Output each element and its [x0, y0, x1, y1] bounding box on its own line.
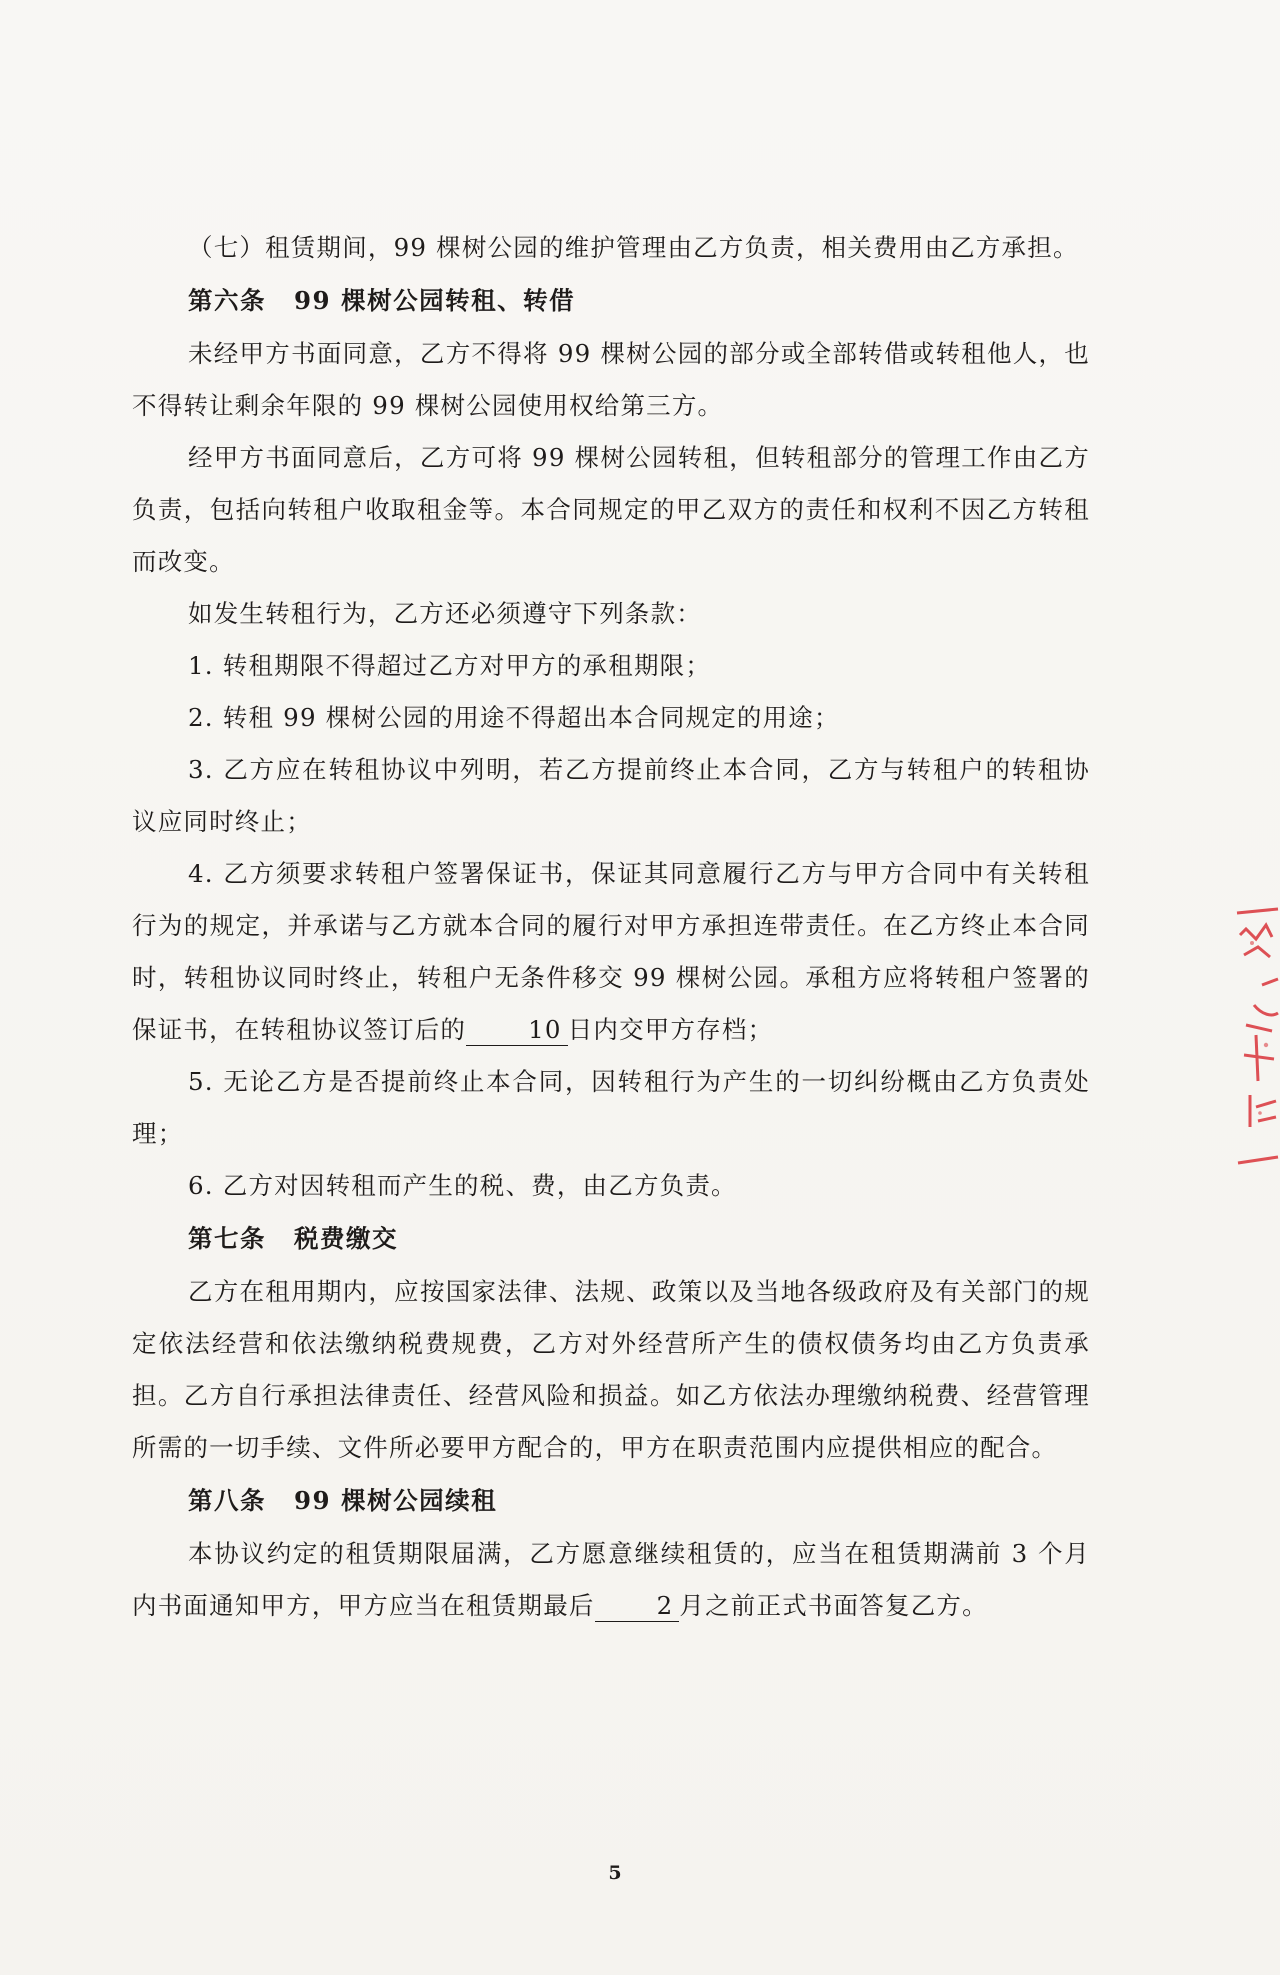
article-number: 第六条 — [188, 286, 266, 315]
body-paragraph: 2. 转租 99 棵树公园的用途不得超出本合同规定的用途； — [188, 703, 840, 732]
body-paragraph: （七）租赁期间，99 棵树公园的维护管理由乙方负责，相关费用由乙方承担。 — [188, 233, 1079, 262]
red-seal-stamp-partial — [1232, 895, 1280, 1185]
article-heading — [132, 1212, 1090, 1266]
fill-in-blank-value: 2 — [595, 1591, 680, 1622]
page-number: 5 — [608, 1862, 622, 1884]
body-paragraph: 3. 乙方应在转租协议中列明，若乙方提前终止本合同，乙方与转租户的转租协议应同时终止； — [132, 755, 1090, 836]
article-number: 第八条 — [188, 1486, 266, 1515]
body-paragraph: 如发生转租行为，乙方还必须遵守下列条款： — [188, 599, 702, 628]
paragraph-text: 本协议约定的租赁期限届满，乙方愿意继续租赁的，应当在租赁期满前 3 个月内书面通知甲方，甲方应当在租赁期最后 — [132, 1539, 1090, 1620]
body-paragraph: 5. 无论乙方是否提前终止本合同，因转租行为产生的一切纠纷概由乙方负责处理； — [132, 1067, 1090, 1148]
article-heading — [132, 1474, 1090, 1528]
paragraph-text: 日内交甲方存档； — [567, 1015, 774, 1044]
article-title: 税费缴交 — [294, 1224, 398, 1253]
body-paragraph: 1. 转租期限不得超过乙方对甲方的承租期限； — [188, 651, 712, 680]
body-paragraph: 未经甲方书面同意，乙方不得将 99 棵树公园的部分或全部转借或转租他人，也不得转让剩余年限的 99 棵树公园使用权给第三方。 — [132, 339, 1090, 420]
renewal-paragraph — [132, 1528, 1090, 1632]
body-paragraph: 乙方在租用期内，应按国家法律、法规、政策以及当地各级政府及有关部门的规定依法经营和依法缴纳税费规费，乙方对外经营所产生的债权债务均由乙方负责承担。乙方自行承担法律责任、经营风险和损益。如乙方依法办理缴纳税费、经营管理所需的一切手续、文件所必要甲方配合的，甲方在职责范围内应提供相应的配合。 — [132, 1277, 1090, 1462]
fill-in-blank-value: 10 — [466, 1015, 568, 1046]
article-title: 99 棵树公园续租 — [294, 1486, 498, 1515]
clause-4-paragraph — [132, 848, 1090, 1056]
paragraph-text: 月之前正式书面答复乙方。 — [679, 1591, 988, 1620]
paragraph-text: 4. 乙方须要求转租户签署保证书，保证其同意履行乙方与甲方合同中有关转租行为的规定，并承诺与乙方就本合同的履行对甲方承担连带责任。在乙方终止本合同时，转租协议同时终止，转租户无条件移交 99 棵树公园。承租方应将转租户签署的保证书，在转租协议签订后的 — [132, 859, 1090, 1044]
article-heading — [132, 274, 1090, 328]
article-title: 99 棵树公园转租、转借 — [294, 286, 576, 315]
body-paragraph: 经甲方书面同意后，乙方可将 99 棵树公园转租，但转租部分的管理工作由乙方负责，包括向转租户收取租金等。本合同规定的甲乙双方的责任和权利不因乙方转租而改变。 — [132, 443, 1090, 576]
document-body — [132, 222, 1090, 1632]
body-paragraph: 6. 乙方对因转租而产生的税、费，由乙方负责。 — [188, 1171, 737, 1200]
article-number: 第七条 — [188, 1224, 266, 1253]
